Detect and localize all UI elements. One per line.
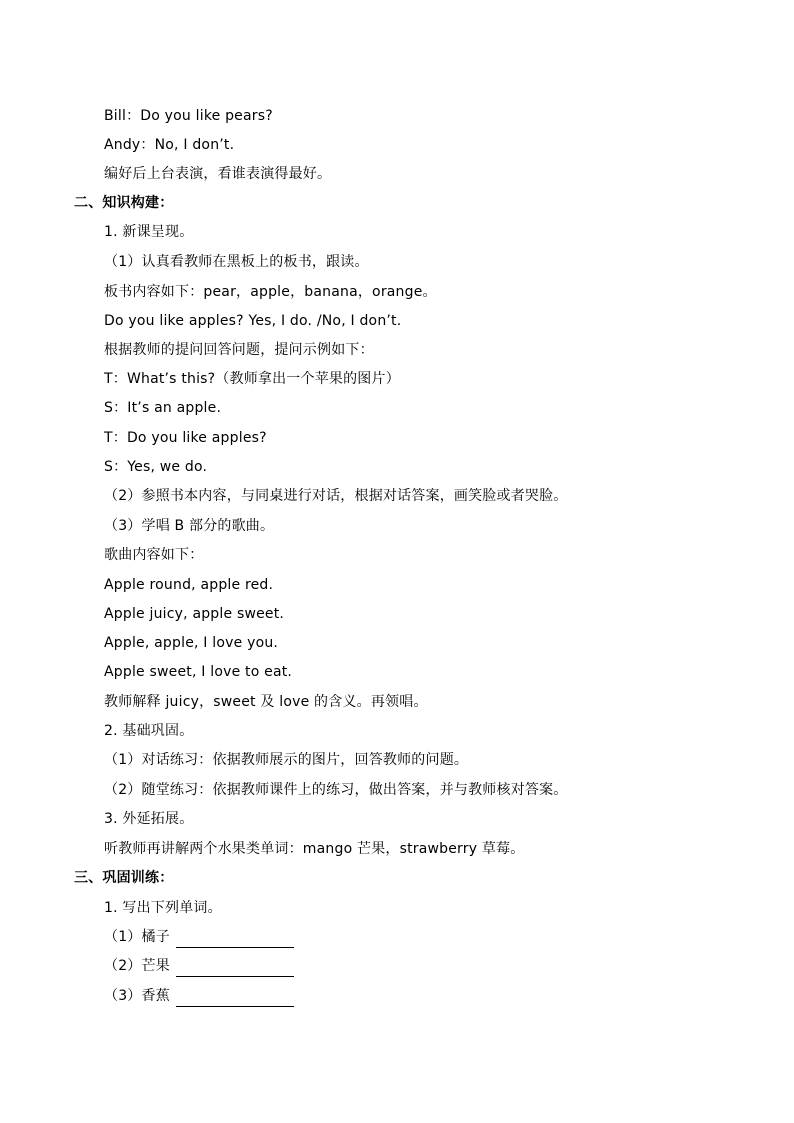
exercise-item-1: [104, 926, 294, 948]
subheading-extension: 3. 外延拓展。: [104, 811, 194, 827]
question-intro: 根据教师的提问回答问题，提问示例如下：: [104, 342, 374, 358]
song-intro: 歌曲内容如下：: [104, 547, 204, 563]
performance-instruction: 编好后上台表演，看谁表演得最好。: [104, 166, 332, 182]
dialogue-teacher-like: T：Do you like apples?: [104, 430, 267, 446]
step-read-blackboard: （1）认真看教师在黑板上的板书，跟读。: [104, 254, 369, 270]
question-example: Do you like apples? Yes, I do. /No, I don’t.: [104, 313, 402, 329]
song-line-3: Apple, apple, I love you.: [104, 635, 279, 651]
section-heading-knowledge-building: 二、知识构建：: [74, 195, 174, 211]
answer-blank-1[interactable]: [176, 931, 294, 948]
dialogue-teacher-what: T：What’s this?（教师拿出一个苹果的图片）: [104, 371, 400, 387]
dialogue-line-andy: Andy：No, I don’t.: [104, 137, 235, 153]
section-heading-practice: 三、巩固训练：: [74, 870, 174, 886]
song-line-2: Apple juicy, apple sweet.: [104, 606, 285, 622]
answer-blank-2[interactable]: [176, 960, 294, 977]
step-dialogue-practice: （1）对话练习：依据教师展示的图片，回答教师的问题。: [104, 752, 469, 768]
song-line-4: Apple sweet, I love to eat.: [104, 664, 293, 680]
dialogue-student-apple: S：It’s an apple.: [104, 400, 222, 416]
step-learn-song: （3）学唱 B 部分的歌曲。: [104, 518, 275, 534]
step-pair-dialogue: （2）参照书本内容，与同桌进行对话，根据对话答案，画笑脸或者哭脸。: [104, 488, 568, 504]
exercise-item-2-label: （2）芒果: [104, 958, 170, 974]
exercise-item-1-label: （1）橘子: [104, 929, 170, 945]
song-line-1: Apple round, apple red.: [104, 577, 274, 593]
exercise-item-2: [104, 955, 294, 977]
extension-words: 听教师再讲解两个水果类单词：mango 芒果，strawberry 草莓。: [104, 841, 525, 857]
step-classroom-practice: （2）随堂练习：依据教师课件上的练习，做出答案，并与教师核对答案。: [104, 782, 568, 798]
blackboard-content: 板书内容如下：pear，apple，banana，orange。: [104, 284, 437, 300]
teacher-explanation: 教师解释 juicy，sweet 及 love 的含义。再领唱。: [104, 694, 428, 710]
exercise-instruction: 1. 写出下列单词。: [104, 900, 222, 916]
dialogue-student-yes: S：Yes, we do.: [104, 459, 208, 475]
subheading-new-lesson: 1. 新课呈现。: [104, 224, 194, 240]
subheading-consolidation: 2. 基础巩固。: [104, 723, 194, 739]
exercise-item-3: [104, 985, 294, 1007]
exercise-item-3-label: （3）香蕉: [104, 988, 170, 1004]
dialogue-line-bill: Bill：Do you like pears?: [104, 108, 273, 124]
answer-blank-3[interactable]: [176, 990, 294, 1007]
